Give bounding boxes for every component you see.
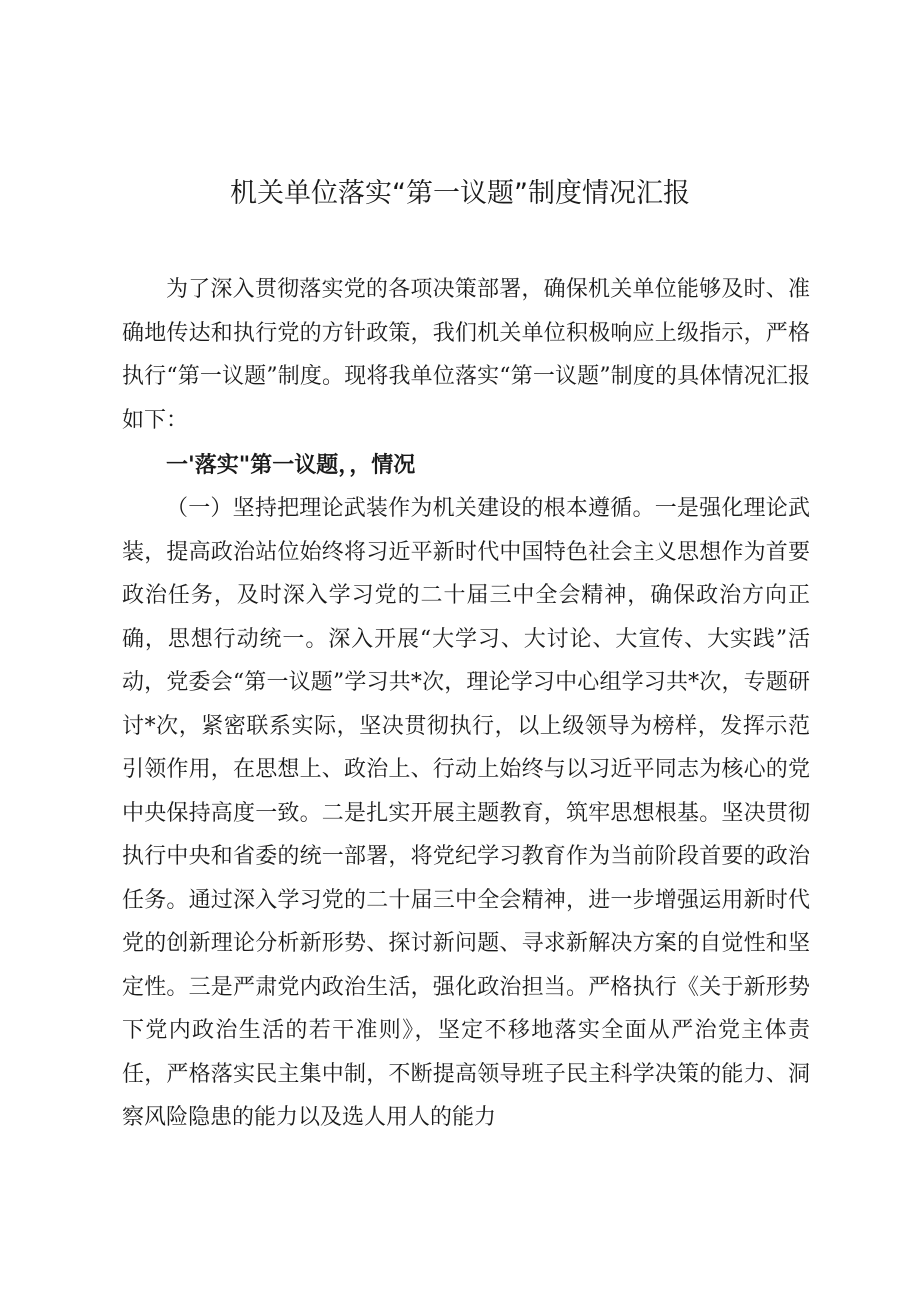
intro-paragraph: 为了深入贯彻落实党的各项决策部署，确保机关单位能够及时、准确地传达和执行党的方针政策，我们机关单位积极响应上级指示，严格执行“第一议题”制度。现将我单位落实“第一议题”制度的具体情况汇报如下：	[122, 277, 810, 433]
document-title: 机关单位落实“第一议题”制度情况汇报	[230, 178, 690, 209]
section-heading: 一'落实"第一议题，，情况	[166, 453, 416, 478]
body-paragraph: （一）坚持把理论武装作为机关建设的根本遵循。一是强化理论武装，提高政治站位始终将习近平新时代中国特色社会主义思想作为首要政治任务，及时深入学习党的二十届三中全会精神，确保政治方向正确，思想行动统一。深入开展“大学习、大讨论、大宣传、大实践”活动，党委会“第一议题”学习共*次，理论学习中心组学习共*次，专题研讨*次，紧密联系实际，坚决贯彻执行，以上级领导为榜样，发挥示范引领作用，在思想上、政治上、行动上始终与以习近平同志为核心的党中央保持高度一致。二是扎实开展主题教育，筑牢思想根基。坚决贯彻执行中央和省委的统一部署，将党纪学习教育作为当前阶段首要的政治任务。通过深入学习党的二十届三中全会精神，进一步增强运用新时代党的创新理论分析新形势、探讨新问题、寻求新解决方案的自觉性和坚定性。三是严肃党内政治生活，强化政治担当。严格执行《关于新形势下党内政治生活的若干准则》，坚定不移地落实全面从严治党主体责任，严格落实民主集中制，不断提高领导班子民主科学决策的能力、洞察风险隐患的能力以及选人用人的能力	[122, 496, 810, 1130]
